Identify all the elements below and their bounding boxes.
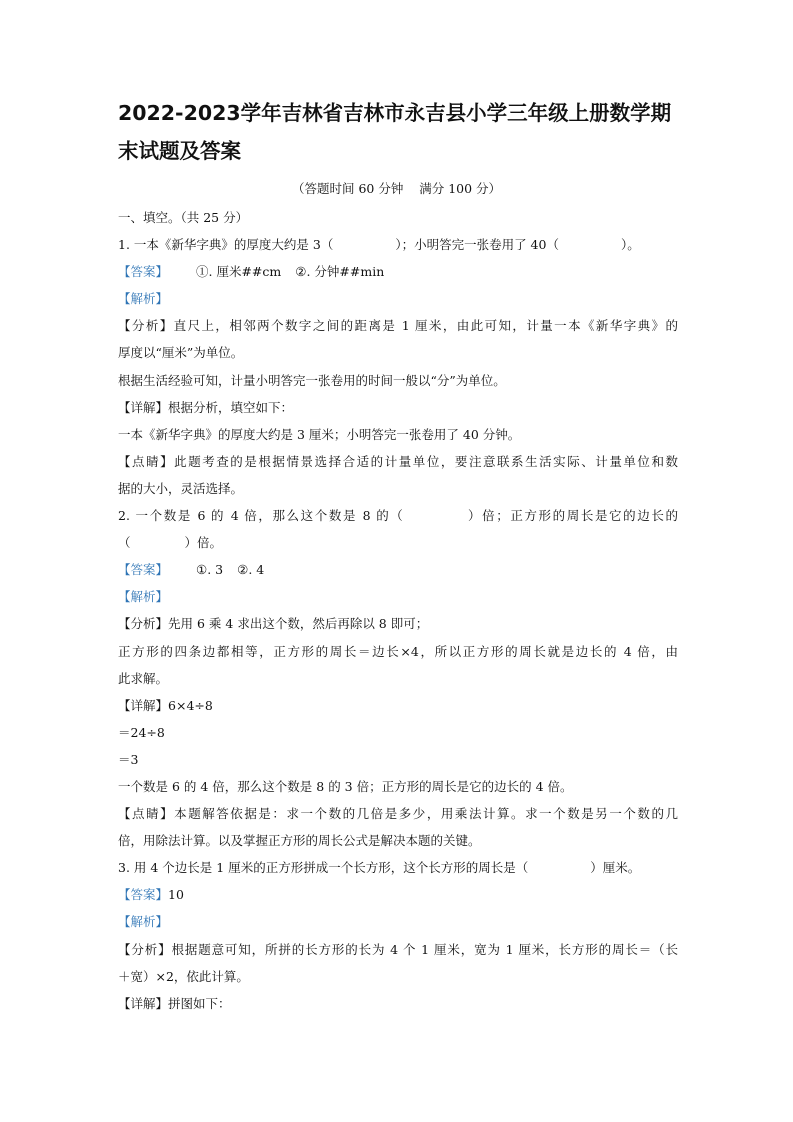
question-3-analysis: 【分析】根据题意可知，所拼的长方形的长为 4 个 1 厘米，宽为 1 厘米，长方形的周长＝（长 (118, 941, 678, 957)
analysis-tag: 【解析】 (118, 914, 169, 930)
question-2-stem: 2. 一个数是 6 的 4 倍，那么这个数是 8 的（ ）倍；正方形的周长是它的边长的 (118, 508, 678, 524)
question-2-analysis-cont: 正方形的四条边都相等，正方形的周长＝边长×4，所以正方形的周长就是边长的 4 倍，由 (118, 643, 678, 659)
question-2-analysis-cont: 此求解。 (118, 670, 169, 686)
question-1-detail-cont: 一本《新华字典》的厚度大约是 3 厘米；小明答完一张卷用了 40 分钟。 (118, 426, 521, 442)
detail-tag: 【详解】 (118, 995, 169, 1011)
question-2-detail: 【详解】6×4÷8 (118, 697, 213, 713)
fenxi-tag: 【分析】 (118, 318, 174, 334)
question-3-answer: 【答案】10 (118, 887, 184, 903)
section-heading: 一、填空。（共 25 分） (118, 210, 249, 225)
question-3-analysis-cont: ＋宽）×2，依此计算。 (118, 968, 249, 984)
exam-info: （答题时间 60 分钟 满分 100 分） (291, 181, 502, 196)
question-2-detail-step: ＝3 (118, 751, 139, 767)
question-3-detail: 【详解】拼图如下： (118, 995, 231, 1011)
answer-tag: 【答案】 (118, 264, 169, 280)
fenxi-tag: 【分析】 (118, 941, 172, 957)
question-2-analysis: 【分析】先用 6 乘 4 求出这个数，然后再除以 8 即可； (118, 616, 429, 632)
question-1-analysis: 【分析】直尺上，相邻两个数字之间的距离是 1 厘米，由此可知，计量一本《新华字典》的 (118, 318, 678, 334)
question-3-stem: 3. 用 4 个边长是 1 厘米的正方形拼成一个长方形，这个长方形的周长是（ ）厘米。 (118, 860, 641, 876)
question-2-comment-cont: 倍，用除法计算。以及掌握正方形的周长公式是解决本题的关键。 (118, 833, 481, 849)
comment-tag: 【点睛】 (118, 453, 175, 469)
question-1-stem: 1. 一本《新华字典》的厚度大约是 3（ ）；小明答完一张卷用了 40（ ）。 (118, 237, 640, 253)
comment-tag: 【点睛】 (118, 806, 175, 822)
question-1-analysis-cont: 厚度以“厘米”为单位。 (118, 345, 244, 361)
document-title: 2022-2023学年吉林省吉林市永吉县小学三年级上册数学期末试题及答案 (118, 101, 672, 163)
question-1-detail: 【详解】根据分析，填空如下： (118, 399, 294, 415)
question-1-answer: 【答案】 ①. 厘米##cm ②. 分钟##min (118, 264, 385, 280)
analysis-tag: 【解析】 (118, 291, 169, 307)
question-2-detail-step: ＝24÷8 (118, 724, 165, 740)
question-1-comment-cont: 据的大小，灵活选择。 (118, 480, 244, 496)
question-2-detail-cont: 一个数是 6 的 4 倍，那么这个数是 8 的 3 倍；正方形的周长是它的边长的 4 倍。 (118, 778, 573, 794)
analysis-tag: 【解析】 (118, 589, 169, 605)
question-1-analysis-cont: 根据生活经验可知，计量小明答完一张卷用的时间一般以“分”为单位。 (118, 372, 506, 388)
detail-tag: 【详解】 (118, 697, 169, 713)
question-1-comment: 【点睛】此题考查的是根据情景选择合适的计量单位，要注意联系生活实际、计量单位和数 (118, 453, 678, 469)
fenxi-tag: 【分析】 (118, 616, 169, 632)
question-2-comment: 【点睛】本题解答依据是：求一个数的几倍是多少，用乘法计算。求一个数是另一个数的几 (118, 806, 678, 822)
question-2-stem-cont: （ ）倍。 (118, 535, 223, 551)
detail-tag: 【详解】 (118, 399, 169, 415)
question-2-answer: 【答案】 ①. 3 ②. 4 (118, 562, 265, 578)
answer-tag: 【答案】 (118, 887, 169, 903)
answer-tag: 【答案】 (118, 562, 169, 578)
document-body (118, 204, 678, 1017)
